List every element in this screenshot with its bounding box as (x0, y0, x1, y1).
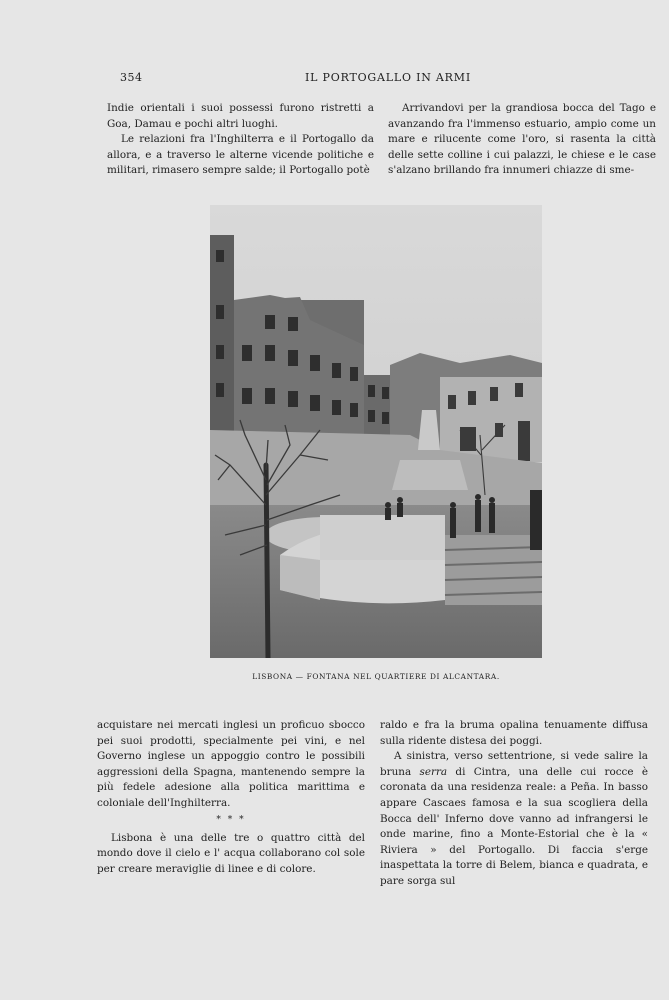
paragraph: Indie orientali i suoi possessi furono ristretti a Goa, Damau e pochi altri luoghi. (107, 102, 374, 130)
fountain-photograph (210, 205, 542, 658)
text-run: di Cintra, una delle cui rocce è coronata da una residenza reale: a Peña. In basso appare Cascaes famosa e la sua scogliera della Bocca dell' Inferno dove vanno ad infrangersi le onde marine, fino a Monte-Estorial che è la « Riviera » del Portogallo. Di faccia s'erge inaspettata la torre di Belem, bianca e quadrata, e pare sorga sul (380, 765, 648, 887)
bottom-right-column (380, 718, 648, 890)
text-run: A sinistra, verso settentrione, si vede salire la bruna (380, 750, 648, 778)
paragraph: Le relazioni fra l'Inghilterra e il Portogallo da allora, e a traverso le alterne vicende politiche e militari, rimasero sempre salde; il Portogallo potè (107, 133, 374, 177)
section-separator: * * * (216, 814, 246, 825)
bottom-left-column (97, 718, 365, 877)
photo-illustration (210, 205, 542, 658)
italic-word: serra (419, 765, 448, 778)
top-right-column (388, 101, 656, 179)
running-title: IL PORTOGALLO IN ARMI (305, 71, 471, 84)
figure-caption: LISBONA — FONTANA NEL QUARTIERE DI ALCANTARA. (252, 672, 500, 681)
paragraph: Arrivandovi per la grandiosa bocca del Tago e avanzando fra l'immenso estuario, ampio come un mare e rilucente come l'oro, si rasenta la città delle sette colline i cui palazzi, le chiese e le case s'alzano brillando fra innumeri chiazze di sme- (388, 102, 656, 177)
paragraph (380, 749, 648, 889)
paragraph: raldo e fra la bruma opalina tenuamente diffusa sulla ridente distesa dei poggi. (380, 719, 648, 747)
paragraph: Lisbona è una delle tre o quattro città del mondo dove il cielo e l' acqua collaborano col sole per creare meraviglie di linee e di colore. (97, 831, 365, 875)
top-left-column (107, 101, 374, 179)
page-number: 354 (120, 71, 143, 84)
paragraph: acquistare nei mercati inglesi un proficuo sbocco pei suoi prodotti, specialmente pei vini, e nel Governo inglese un appoggio contro le possibili aggressioni della Spagna, mantenendo sempre la più fedele adesione alla politica marittima e coloniale dell'Inghilterra. (97, 719, 365, 809)
